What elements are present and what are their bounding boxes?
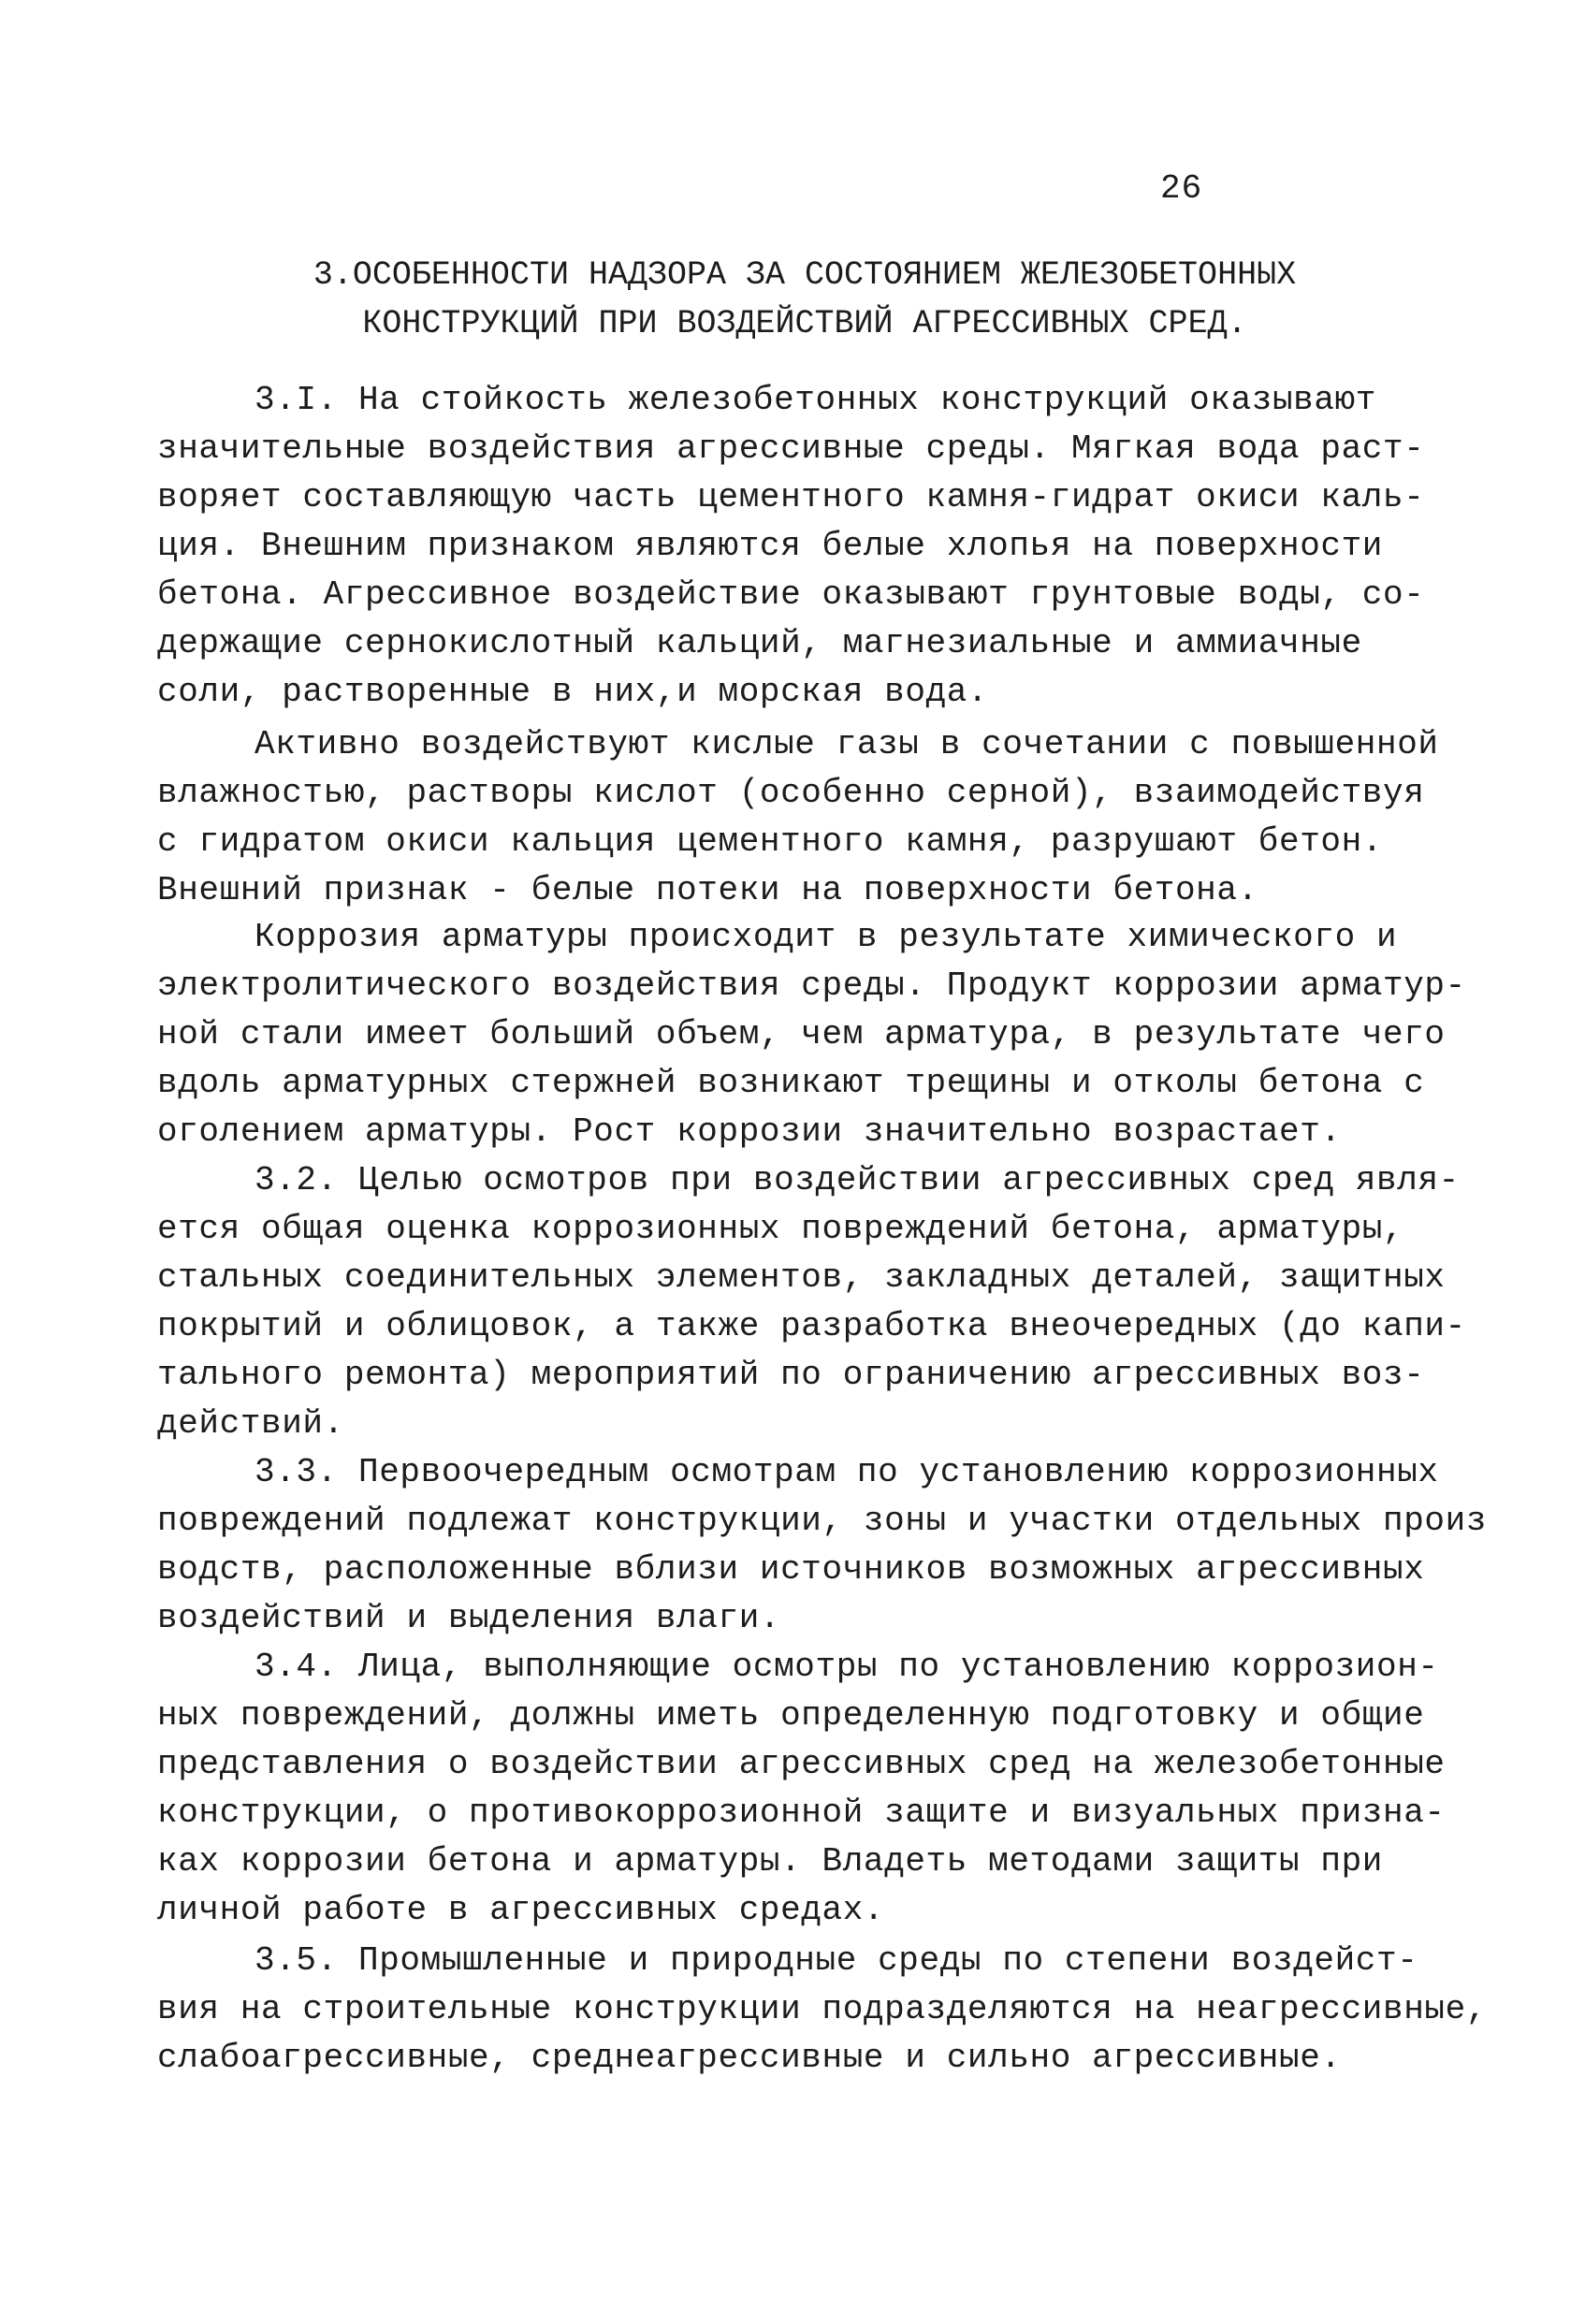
text-line: ется общая оценка коррозионных повреждений бетона, арматуры, — [157, 1210, 1404, 1248]
text-line: вия на строительные конструкции подразделяются на неагрессивные, — [157, 1990, 1488, 2028]
section-heading — [159, 251, 1450, 348]
text-line: ция. Внешним признаком являются белые хлопья на поверхности — [157, 527, 1384, 565]
text-line: 3.4. Лица, выполняющие осмотры по установлению коррозион- — [254, 1648, 1439, 1686]
text-line: оголением арматуры. Рост коррозии значительно возрастает. — [157, 1112, 1342, 1151]
text-line: повреждений подлежат конструкции, зоны и участки отдельных произ — [157, 1502, 1488, 1540]
text-line: ках коррозии бетона и арматуры. Владеть методами защиты при — [157, 1842, 1384, 1881]
text-line: 3.2. Целью осмотров при воздействии агрессивных сред явля- — [254, 1161, 1460, 1199]
text-line: Активно воздействуют кислые газы в сочетании с повышенной — [254, 725, 1439, 763]
text-line: личной работе в агрессивных средах. — [157, 1891, 885, 1929]
text-line: представления о воздействии агрессивных сред на железобетонные — [157, 1745, 1446, 1783]
text-line: действий. — [157, 1404, 344, 1443]
text-line: Коррозия арматуры происходит в результате химического и — [254, 918, 1398, 956]
text-line: конструкции, о противокоррозионной защите и визуальных призна- — [157, 1794, 1446, 1832]
text-line: ных повреждений, должны иметь определенную подготовку и общие — [157, 1696, 1425, 1735]
text-line: тального ремонта) мероприятий по ограничению агрессивных воз- — [157, 1356, 1425, 1394]
text-line: ной стали имеет больший объем, чем арматура, в результате чего — [157, 1015, 1446, 1053]
text-line: вдоль арматурных стержней возникают трещины и отколы бетона с — [157, 1064, 1425, 1102]
text-line: значительные воздействия агрессивные среды. Мягкая вода раст- — [157, 429, 1425, 468]
text-line: 3.3. Первоочередным осмотрам по установлению коррозионных — [254, 1453, 1439, 1491]
text-line: электролитического воздействия среды. Продукт коррозии арматур- — [157, 966, 1466, 1005]
text-line: стальных соединительных элементов, закладных деталей, защитных — [157, 1258, 1446, 1297]
text-line: влажностью, растворы кислот (особенно серной), взаимодействуя — [157, 774, 1425, 812]
text-line: Внешний признак - белые потеки на поверхности бетона. — [157, 871, 1258, 909]
text-line: 3.I. На стойкость железобетонных конструкций оказывают — [254, 381, 1376, 419]
text-line: держащие сернокислотный кальций, магнезиальные и аммиачные — [157, 624, 1362, 662]
text-line: воряет составляющую часть цементного камня-гидрат окиси каль- — [157, 478, 1425, 516]
text-line: соли, растворенные в них,и морская вода. — [157, 673, 989, 711]
section-heading-line-2: КОНСТРУКЦИЙ ПРИ ВОЗДЕЙСТВИЙ АГРЕССИВНЫХ СРЕД. — [362, 305, 1247, 342]
text-line: воздействий и выделения влаги. — [157, 1599, 781, 1637]
text-line: покрытий и облицовок, а также разработка внеочередных (до капи- — [157, 1307, 1466, 1345]
section-heading-line-1: 3.ОСОБЕННОСТИ НАДЗОРА ЗА СОСТОЯНИЕМ ЖЕЛЕЗОБЕТОННЫХ — [313, 256, 1297, 294]
text-line: слабоагрессивные, среднеагрессивные и сильно агрессивные. — [157, 2039, 1342, 2077]
text-line: 3.5. Промышленные и природные среды по степени воздейст- — [254, 1941, 1418, 1980]
text-line: бетона. Агрессивное воздействие оказывают грунтовые воды, со- — [157, 575, 1425, 614]
text-line: водств, расположенные вблизи источников возможных агрессивных — [157, 1550, 1425, 1589]
page-number: 26 — [1160, 169, 1203, 208]
text-line: с гидратом окиси кальция цементного камня, разрушают бетон. — [157, 822, 1384, 861]
